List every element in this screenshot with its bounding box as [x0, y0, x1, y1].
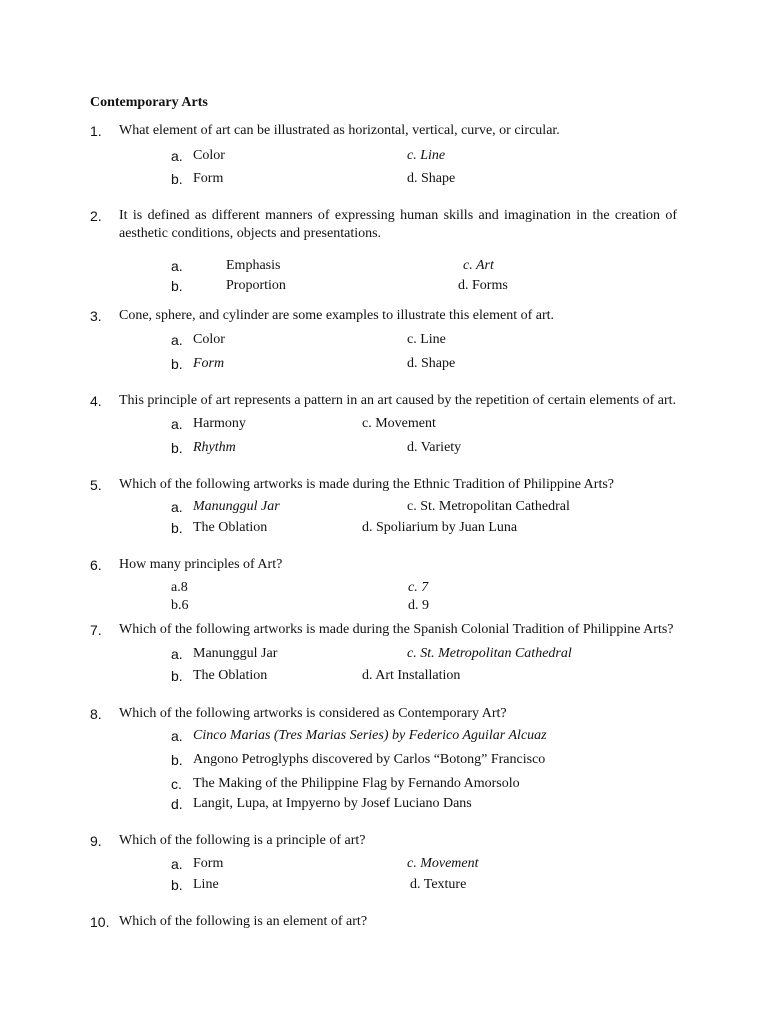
option-c: c. St. Metropolitan Cathedral	[407, 646, 572, 661]
option-letter: b.	[171, 877, 183, 893]
option-d: d. Shape	[407, 356, 456, 371]
option-letter: b.	[171, 440, 183, 456]
option-d: d. Variety	[407, 440, 462, 455]
question-number: 9.	[90, 833, 102, 849]
option-b: The Oblation	[193, 520, 268, 535]
option-b: Angono Petroglyphs discovered by Carlos “Botong” Francisco	[193, 752, 546, 767]
option-letter: a.	[171, 728, 183, 744]
option-c: c. Line	[407, 148, 446, 163]
option-b: Form	[193, 171, 224, 186]
option-c: c. Movement	[407, 856, 479, 871]
option-letter: b.	[171, 171, 183, 187]
question-number: 7.	[90, 622, 102, 638]
question-number: 8.	[90, 706, 102, 722]
question-text: Cone, sphere, and cylinder are some examples to illustrate this element of art.	[119, 308, 555, 323]
question-number: 6.	[90, 557, 102, 573]
option-d: d. 9	[408, 598, 429, 613]
option-letter: a.	[171, 258, 183, 274]
option-a: Manunggul Jar	[193, 499, 280, 514]
option-letter: a.	[171, 148, 183, 164]
question-text: It is defined as different manners of expressing human skills and imagination in the creation of aesthetic conditions, objects and presentations.	[119, 208, 677, 241]
option-letter: a.	[171, 332, 183, 348]
option-letter: a.	[171, 499, 183, 515]
question-text: What element of art can be illustrated as horizontal, vertical, curve, or circular.	[119, 123, 560, 138]
question-number: 2.	[90, 208, 102, 224]
question-text: Which of the following artworks is made during the Ethnic Tradition of Philippine Arts?	[119, 477, 614, 492]
question-text: Which of the following is a principle of art?	[119, 833, 366, 848]
option-letter: d.	[171, 796, 183, 812]
option-a: Cinco Marias (Tres Marias Series) by Federico Aguilar Alcuaz	[193, 728, 547, 743]
option-d: d. Spoliarium by Juan Luna	[362, 520, 518, 535]
option-c: c. Movement	[362, 416, 436, 431]
option-c: c. 7	[408, 580, 429, 595]
option-a: Color	[193, 332, 225, 347]
option-a: Form	[193, 856, 224, 871]
question-number: 1.	[90, 123, 102, 139]
option-a: Emphasis	[226, 258, 281, 273]
option-b: Proportion	[226, 278, 286, 293]
question-number: 4.	[90, 393, 102, 409]
option-c: c. Art	[463, 258, 494, 273]
option-d: d. Shape	[407, 171, 456, 186]
option-b: The Oblation	[193, 668, 268, 683]
option-letter: b.	[171, 356, 183, 372]
option-b: Rhythm	[193, 440, 236, 455]
question-number: 3.	[90, 308, 102, 324]
option-d: d. Texture	[410, 877, 467, 892]
question-number: 5.	[90, 477, 102, 493]
question-text: Which of the following is an element of art?	[119, 914, 368, 929]
question-text: How many principles of Art?	[119, 557, 283, 572]
option-letter: b.	[171, 752, 183, 768]
option-a: Color	[193, 148, 225, 163]
option-letter: b.	[171, 278, 183, 294]
option-a: Harmony	[193, 416, 246, 431]
option-d: Langit, Lupa, at Impyerno by Josef Luciano Dans	[193, 796, 472, 811]
option-letter: b.	[171, 668, 183, 684]
option-d: d. Forms	[458, 278, 508, 293]
option-b: Line	[193, 877, 219, 892]
option-c: c. St. Metropolitan Cathedral	[407, 499, 570, 514]
option-letter: a.	[171, 856, 183, 872]
option-letter: a.	[171, 646, 183, 662]
option-b: b.6	[171, 598, 189, 613]
question-number: 10.	[90, 914, 110, 930]
question-text: This principle of art represents a pattern in an art caused by the repetition of certain elements of art.	[119, 393, 677, 408]
option-letter: a.	[171, 416, 183, 432]
option-letter: b.	[171, 520, 183, 536]
option-c: c. Line	[407, 332, 446, 347]
option-a: Manunggul Jar	[193, 646, 278, 661]
question-text: Which of the following artworks is made during the Spanish Colonial Tradition of Philippine Arts?	[119, 622, 674, 637]
option-d: d. Art Installation	[362, 668, 461, 683]
option-a: a.8	[171, 580, 188, 595]
option-b: Form	[193, 356, 225, 371]
question-text: Which of the following artworks is considered as Contemporary Art?	[119, 706, 507, 721]
page-title: Contemporary Arts	[90, 95, 208, 110]
option-letter: c.	[171, 776, 182, 792]
option-c: The Making of the Philippine Flag by Fernando Amorsolo	[193, 776, 520, 791]
